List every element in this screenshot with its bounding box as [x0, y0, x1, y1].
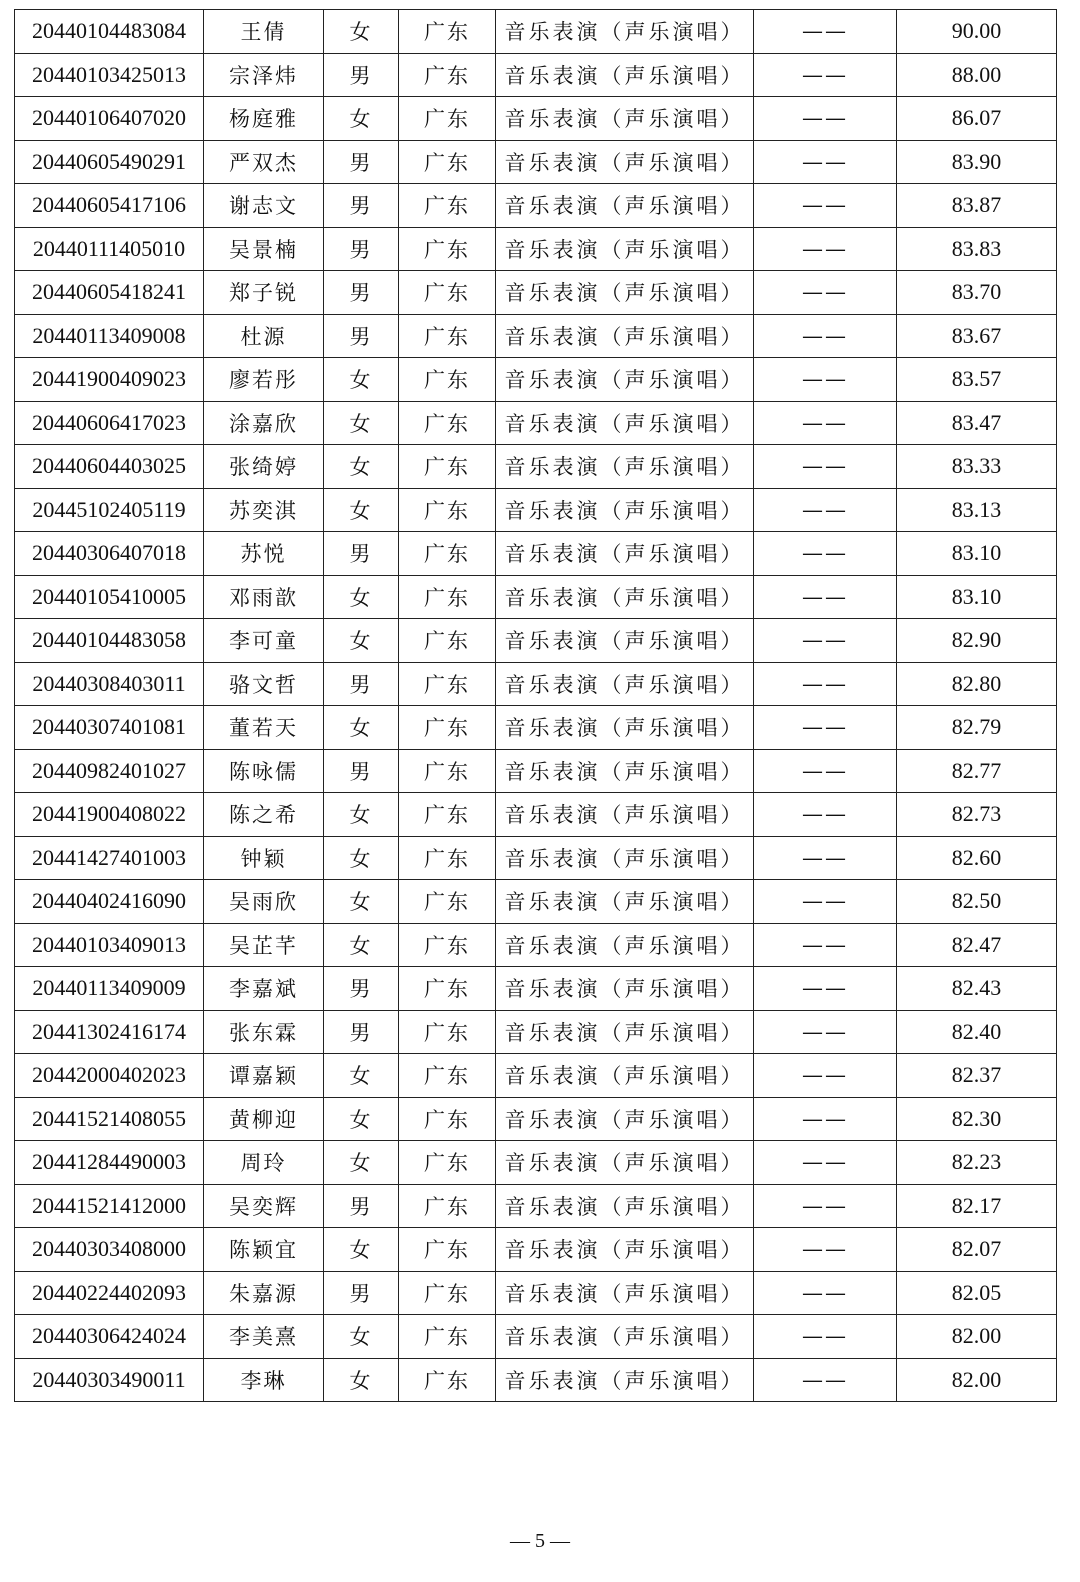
table-row: [15, 1097, 1057, 1141]
exam-number-cell: 20441284490003: [15, 1141, 204, 1185]
cultural-score-cell: ——: [754, 619, 897, 663]
major-cell: 音乐表演（声乐演唱）: [496, 358, 754, 402]
major-cell: 音乐表演（声乐演唱）: [496, 314, 754, 358]
gender-cell: 男: [324, 53, 399, 97]
name-cell: 苏悦: [204, 532, 324, 576]
major-cell: 音乐表演（声乐演唱）: [496, 1271, 754, 1315]
cultural-score-cell: ——: [754, 662, 897, 706]
major-cell: 音乐表演（声乐演唱）: [496, 445, 754, 489]
major-cell: 音乐表演（声乐演唱）: [496, 1054, 754, 1098]
score-cell: 82.00: [897, 1315, 1057, 1359]
score-cell: 82.23: [897, 1141, 1057, 1185]
major-cell: 音乐表演（声乐演唱）: [496, 53, 754, 97]
province-cell: 广东: [399, 488, 496, 532]
province-cell: 广东: [399, 923, 496, 967]
exam-number-cell: 20440307401081: [15, 706, 204, 750]
score-cell: 82.17: [897, 1184, 1057, 1228]
cultural-score-cell: ——: [754, 1228, 897, 1272]
gender-cell: 男: [324, 1184, 399, 1228]
score-cell: 82.37: [897, 1054, 1057, 1098]
table-row: [15, 1358, 1057, 1402]
score-cell: 83.87: [897, 184, 1057, 228]
table-row: [15, 619, 1057, 663]
name-cell: 周玲: [204, 1141, 324, 1185]
province-cell: 广东: [399, 880, 496, 924]
province-cell: 广东: [399, 271, 496, 315]
name-cell: 钟颖: [204, 836, 324, 880]
major-cell: 音乐表演（声乐演唱）: [496, 1358, 754, 1402]
gender-cell: 女: [324, 488, 399, 532]
table-row: [15, 1271, 1057, 1315]
name-cell: 王倩: [204, 10, 324, 54]
cultural-score-cell: ——: [754, 1315, 897, 1359]
cultural-score-cell: ——: [754, 1184, 897, 1228]
gender-cell: 女: [324, 793, 399, 837]
gender-cell: 女: [324, 1054, 399, 1098]
cultural-score-cell: ——: [754, 445, 897, 489]
gender-cell: 男: [324, 1010, 399, 1054]
table-row: [15, 1228, 1057, 1272]
cultural-score-cell: ——: [754, 836, 897, 880]
province-cell: 广东: [399, 10, 496, 54]
province-cell: 广东: [399, 227, 496, 271]
score-cell: 82.40: [897, 1010, 1057, 1054]
score-cell: 82.60: [897, 836, 1057, 880]
major-cell: 音乐表演（声乐演唱）: [496, 836, 754, 880]
table-row: [15, 140, 1057, 184]
name-cell: 苏奕淇: [204, 488, 324, 532]
exam-number-cell: 20440605417106: [15, 184, 204, 228]
cultural-score-cell: ——: [754, 1141, 897, 1185]
exam-number-cell: 20442000402023: [15, 1054, 204, 1098]
score-cell: 83.33: [897, 445, 1057, 489]
table-row: [15, 1010, 1057, 1054]
major-cell: 音乐表演（声乐演唱）: [496, 10, 754, 54]
cultural-score-cell: ——: [754, 532, 897, 576]
cultural-score-cell: ——: [754, 793, 897, 837]
gender-cell: 女: [324, 1097, 399, 1141]
name-cell: 吴奕辉: [204, 1184, 324, 1228]
province-cell: 广东: [399, 53, 496, 97]
cultural-score-cell: ——: [754, 1054, 897, 1098]
results-table: [14, 9, 1057, 1402]
major-cell: 音乐表演（声乐演唱）: [496, 1184, 754, 1228]
table-row: [15, 662, 1057, 706]
gender-cell: 女: [324, 401, 399, 445]
name-cell: 张绮婷: [204, 445, 324, 489]
score-cell: 82.77: [897, 749, 1057, 793]
score-cell: 82.43: [897, 967, 1057, 1011]
table-row: [15, 227, 1057, 271]
table-row: [15, 184, 1057, 228]
cultural-score-cell: ——: [754, 140, 897, 184]
gender-cell: 女: [324, 706, 399, 750]
cultural-score-cell: ——: [754, 10, 897, 54]
name-cell: 杜源: [204, 314, 324, 358]
score-cell: 83.10: [897, 575, 1057, 619]
major-cell: 音乐表演（声乐演唱）: [496, 619, 754, 663]
cultural-score-cell: ——: [754, 358, 897, 402]
score-cell: 82.80: [897, 662, 1057, 706]
name-cell: 黄柳迎: [204, 1097, 324, 1141]
exam-number-cell: 20440106407020: [15, 97, 204, 141]
name-cell: 邓雨歆: [204, 575, 324, 619]
province-cell: 广东: [399, 619, 496, 663]
table-row: [15, 358, 1057, 402]
province-cell: 广东: [399, 575, 496, 619]
table-row: [15, 1054, 1057, 1098]
province-cell: 广东: [399, 532, 496, 576]
name-cell: 宗泽炜: [204, 53, 324, 97]
name-cell: 李琳: [204, 1358, 324, 1402]
gender-cell: 女: [324, 1228, 399, 1272]
table-row: [15, 53, 1057, 97]
table-row: [15, 967, 1057, 1011]
major-cell: 音乐表演（声乐演唱）: [496, 271, 754, 315]
gender-cell: 男: [324, 227, 399, 271]
exam-number-cell: 20440104483084: [15, 10, 204, 54]
table-row: [15, 532, 1057, 576]
name-cell: 吴雨欣: [204, 880, 324, 924]
exam-number-cell: 20441900409023: [15, 358, 204, 402]
major-cell: 音乐表演（声乐演唱）: [496, 97, 754, 141]
major-cell: 音乐表演（声乐演唱）: [496, 923, 754, 967]
exam-number-cell: 20440104483058: [15, 619, 204, 663]
exam-number-cell: 20440103409013: [15, 923, 204, 967]
gender-cell: 女: [324, 1315, 399, 1359]
score-cell: 83.47: [897, 401, 1057, 445]
province-cell: 广东: [399, 401, 496, 445]
exam-number-cell: 20440113409008: [15, 314, 204, 358]
score-cell: 83.83: [897, 227, 1057, 271]
score-cell: 83.67: [897, 314, 1057, 358]
name-cell: 朱嘉源: [204, 1271, 324, 1315]
exam-number-cell: 20440111405010: [15, 227, 204, 271]
name-cell: 吴芷芊: [204, 923, 324, 967]
name-cell: 董若天: [204, 706, 324, 750]
name-cell: 杨庭雅: [204, 97, 324, 141]
exam-number-cell: 20441900408022: [15, 793, 204, 837]
gender-cell: 女: [324, 445, 399, 489]
major-cell: 音乐表演（声乐演唱）: [496, 967, 754, 1011]
province-cell: 广东: [399, 1315, 496, 1359]
gender-cell: 男: [324, 662, 399, 706]
gender-cell: 男: [324, 749, 399, 793]
province-cell: 广东: [399, 184, 496, 228]
gender-cell: 女: [324, 575, 399, 619]
score-cell: 83.57: [897, 358, 1057, 402]
exam-number-cell: 20440303408000: [15, 1228, 204, 1272]
table-row: [15, 706, 1057, 750]
cultural-score-cell: ——: [754, 184, 897, 228]
province-cell: 广东: [399, 1271, 496, 1315]
major-cell: 音乐表演（声乐演唱）: [496, 488, 754, 532]
major-cell: 音乐表演（声乐演唱）: [496, 749, 754, 793]
exam-number-cell: 20440605490291: [15, 140, 204, 184]
cultural-score-cell: ——: [754, 880, 897, 924]
exam-number-cell: 20440306424024: [15, 1315, 204, 1359]
table-row: [15, 749, 1057, 793]
exam-number-cell: 20440306407018: [15, 532, 204, 576]
table-row: [15, 271, 1057, 315]
gender-cell: 女: [324, 880, 399, 924]
score-cell: 82.73: [897, 793, 1057, 837]
cultural-score-cell: ——: [754, 271, 897, 315]
score-cell: 82.05: [897, 1271, 1057, 1315]
table-row: [15, 1315, 1057, 1359]
name-cell: 陈颖宜: [204, 1228, 324, 1272]
table-row: [15, 793, 1057, 837]
major-cell: 音乐表演（声乐演唱）: [496, 793, 754, 837]
score-cell: 83.13: [897, 488, 1057, 532]
gender-cell: 女: [324, 358, 399, 402]
page-number: — 5 —: [510, 1530, 570, 1552]
gender-cell: 男: [324, 314, 399, 358]
name-cell: 李美熹: [204, 1315, 324, 1359]
name-cell: 谭嘉颖: [204, 1054, 324, 1098]
gender-cell: 女: [324, 10, 399, 54]
major-cell: 音乐表演（声乐演唱）: [496, 140, 754, 184]
gender-cell: 女: [324, 836, 399, 880]
exam-number-cell: 20440982401027: [15, 749, 204, 793]
name-cell: 陈之希: [204, 793, 324, 837]
cultural-score-cell: ——: [754, 749, 897, 793]
gender-cell: 女: [324, 1358, 399, 1402]
province-cell: 广东: [399, 749, 496, 793]
score-cell: 82.50: [897, 880, 1057, 924]
major-cell: 音乐表演（声乐演唱）: [496, 706, 754, 750]
province-cell: 广东: [399, 1054, 496, 1098]
score-cell: 82.00: [897, 1358, 1057, 1402]
gender-cell: 男: [324, 140, 399, 184]
name-cell: 涂嘉欣: [204, 401, 324, 445]
table-row: [15, 575, 1057, 619]
exam-number-cell: 20440105410005: [15, 575, 204, 619]
exam-number-cell: 20440224402093: [15, 1271, 204, 1315]
gender-cell: 男: [324, 967, 399, 1011]
table-row: [15, 836, 1057, 880]
cultural-score-cell: ——: [754, 97, 897, 141]
exam-number-cell: 20440303490011: [15, 1358, 204, 1402]
exam-number-cell: 20440103425013: [15, 53, 204, 97]
score-cell: 83.10: [897, 532, 1057, 576]
exam-number-cell: 20440604403025: [15, 445, 204, 489]
province-cell: 广东: [399, 1358, 496, 1402]
table-row: [15, 97, 1057, 141]
province-cell: 广东: [399, 1141, 496, 1185]
province-cell: 广东: [399, 445, 496, 489]
cultural-score-cell: ——: [754, 401, 897, 445]
exam-number-cell: 20440606417023: [15, 401, 204, 445]
score-cell: 86.07: [897, 97, 1057, 141]
cultural-score-cell: ——: [754, 314, 897, 358]
gender-cell: 女: [324, 97, 399, 141]
province-cell: 广东: [399, 1184, 496, 1228]
name-cell: 陈咏儒: [204, 749, 324, 793]
major-cell: 音乐表演（声乐演唱）: [496, 575, 754, 619]
cultural-score-cell: ——: [754, 488, 897, 532]
table-row: [15, 401, 1057, 445]
name-cell: 廖若彤: [204, 358, 324, 402]
exam-number-cell: 20441521412000: [15, 1184, 204, 1228]
score-cell: 90.00: [897, 10, 1057, 54]
province-cell: 广东: [399, 662, 496, 706]
major-cell: 音乐表演（声乐演唱）: [496, 184, 754, 228]
table-row: [15, 1184, 1057, 1228]
table-row: [15, 488, 1057, 532]
name-cell: 骆文哲: [204, 662, 324, 706]
province-cell: 广东: [399, 1228, 496, 1272]
cultural-score-cell: ——: [754, 1358, 897, 1402]
gender-cell: 男: [324, 271, 399, 315]
cultural-score-cell: ——: [754, 575, 897, 619]
table-row: [15, 10, 1057, 54]
name-cell: 郑子锐: [204, 271, 324, 315]
table-body: [15, 10, 1057, 1402]
table-row: [15, 880, 1057, 924]
score-cell: 88.00: [897, 53, 1057, 97]
major-cell: 音乐表演（声乐演唱）: [496, 662, 754, 706]
exam-number-cell: 20441427401003: [15, 836, 204, 880]
cultural-score-cell: ——: [754, 923, 897, 967]
province-cell: 广东: [399, 358, 496, 402]
score-cell: 82.30: [897, 1097, 1057, 1141]
province-cell: 广东: [399, 140, 496, 184]
major-cell: 音乐表演（声乐演唱）: [496, 532, 754, 576]
score-cell: 83.70: [897, 271, 1057, 315]
score-cell: 82.90: [897, 619, 1057, 663]
score-cell: 82.47: [897, 923, 1057, 967]
major-cell: 音乐表演（声乐演唱）: [496, 1141, 754, 1185]
name-cell: 严双杰: [204, 140, 324, 184]
province-cell: 广东: [399, 314, 496, 358]
province-cell: 广东: [399, 706, 496, 750]
exam-number-cell: 20445102405119: [15, 488, 204, 532]
exam-number-cell: 20441521408055: [15, 1097, 204, 1141]
cultural-score-cell: ——: [754, 1097, 897, 1141]
score-cell: 82.79: [897, 706, 1057, 750]
exam-number-cell: 20440402416090: [15, 880, 204, 924]
province-cell: 广东: [399, 967, 496, 1011]
table-row: [15, 923, 1057, 967]
major-cell: 音乐表演（声乐演唱）: [496, 880, 754, 924]
gender-cell: 男: [324, 184, 399, 228]
gender-cell: 女: [324, 923, 399, 967]
gender-cell: 女: [324, 1141, 399, 1185]
exam-number-cell: 20440308403011: [15, 662, 204, 706]
cultural-score-cell: ——: [754, 1271, 897, 1315]
cultural-score-cell: ——: [754, 53, 897, 97]
name-cell: 吴景楠: [204, 227, 324, 271]
cultural-score-cell: ——: [754, 227, 897, 271]
score-cell: 83.90: [897, 140, 1057, 184]
name-cell: 谢志文: [204, 184, 324, 228]
table-row: [15, 314, 1057, 358]
table-row: [15, 1141, 1057, 1185]
major-cell: 音乐表演（声乐演唱）: [496, 1097, 754, 1141]
province-cell: 广东: [399, 793, 496, 837]
exam-number-cell: 20441302416174: [15, 1010, 204, 1054]
name-cell: 张东霖: [204, 1010, 324, 1054]
exam-number-cell: 20440605418241: [15, 271, 204, 315]
name-cell: 李嘉斌: [204, 967, 324, 1011]
score-cell: 82.07: [897, 1228, 1057, 1272]
province-cell: 广东: [399, 1010, 496, 1054]
name-cell: 李可童: [204, 619, 324, 663]
table-row: [15, 445, 1057, 489]
province-cell: 广东: [399, 1097, 496, 1141]
major-cell: 音乐表演（声乐演唱）: [496, 1010, 754, 1054]
province-cell: 广东: [399, 97, 496, 141]
cultural-score-cell: ——: [754, 706, 897, 750]
cultural-score-cell: ——: [754, 967, 897, 1011]
exam-number-cell: 20440113409009: [15, 967, 204, 1011]
major-cell: 音乐表演（声乐演唱）: [496, 401, 754, 445]
gender-cell: 女: [324, 619, 399, 663]
major-cell: 音乐表演（声乐演唱）: [496, 1228, 754, 1272]
cultural-score-cell: ——: [754, 1010, 897, 1054]
gender-cell: 男: [324, 532, 399, 576]
gender-cell: 男: [324, 1271, 399, 1315]
major-cell: 音乐表演（声乐演唱）: [496, 227, 754, 271]
major-cell: 音乐表演（声乐演唱）: [496, 1315, 754, 1359]
province-cell: 广东: [399, 836, 496, 880]
